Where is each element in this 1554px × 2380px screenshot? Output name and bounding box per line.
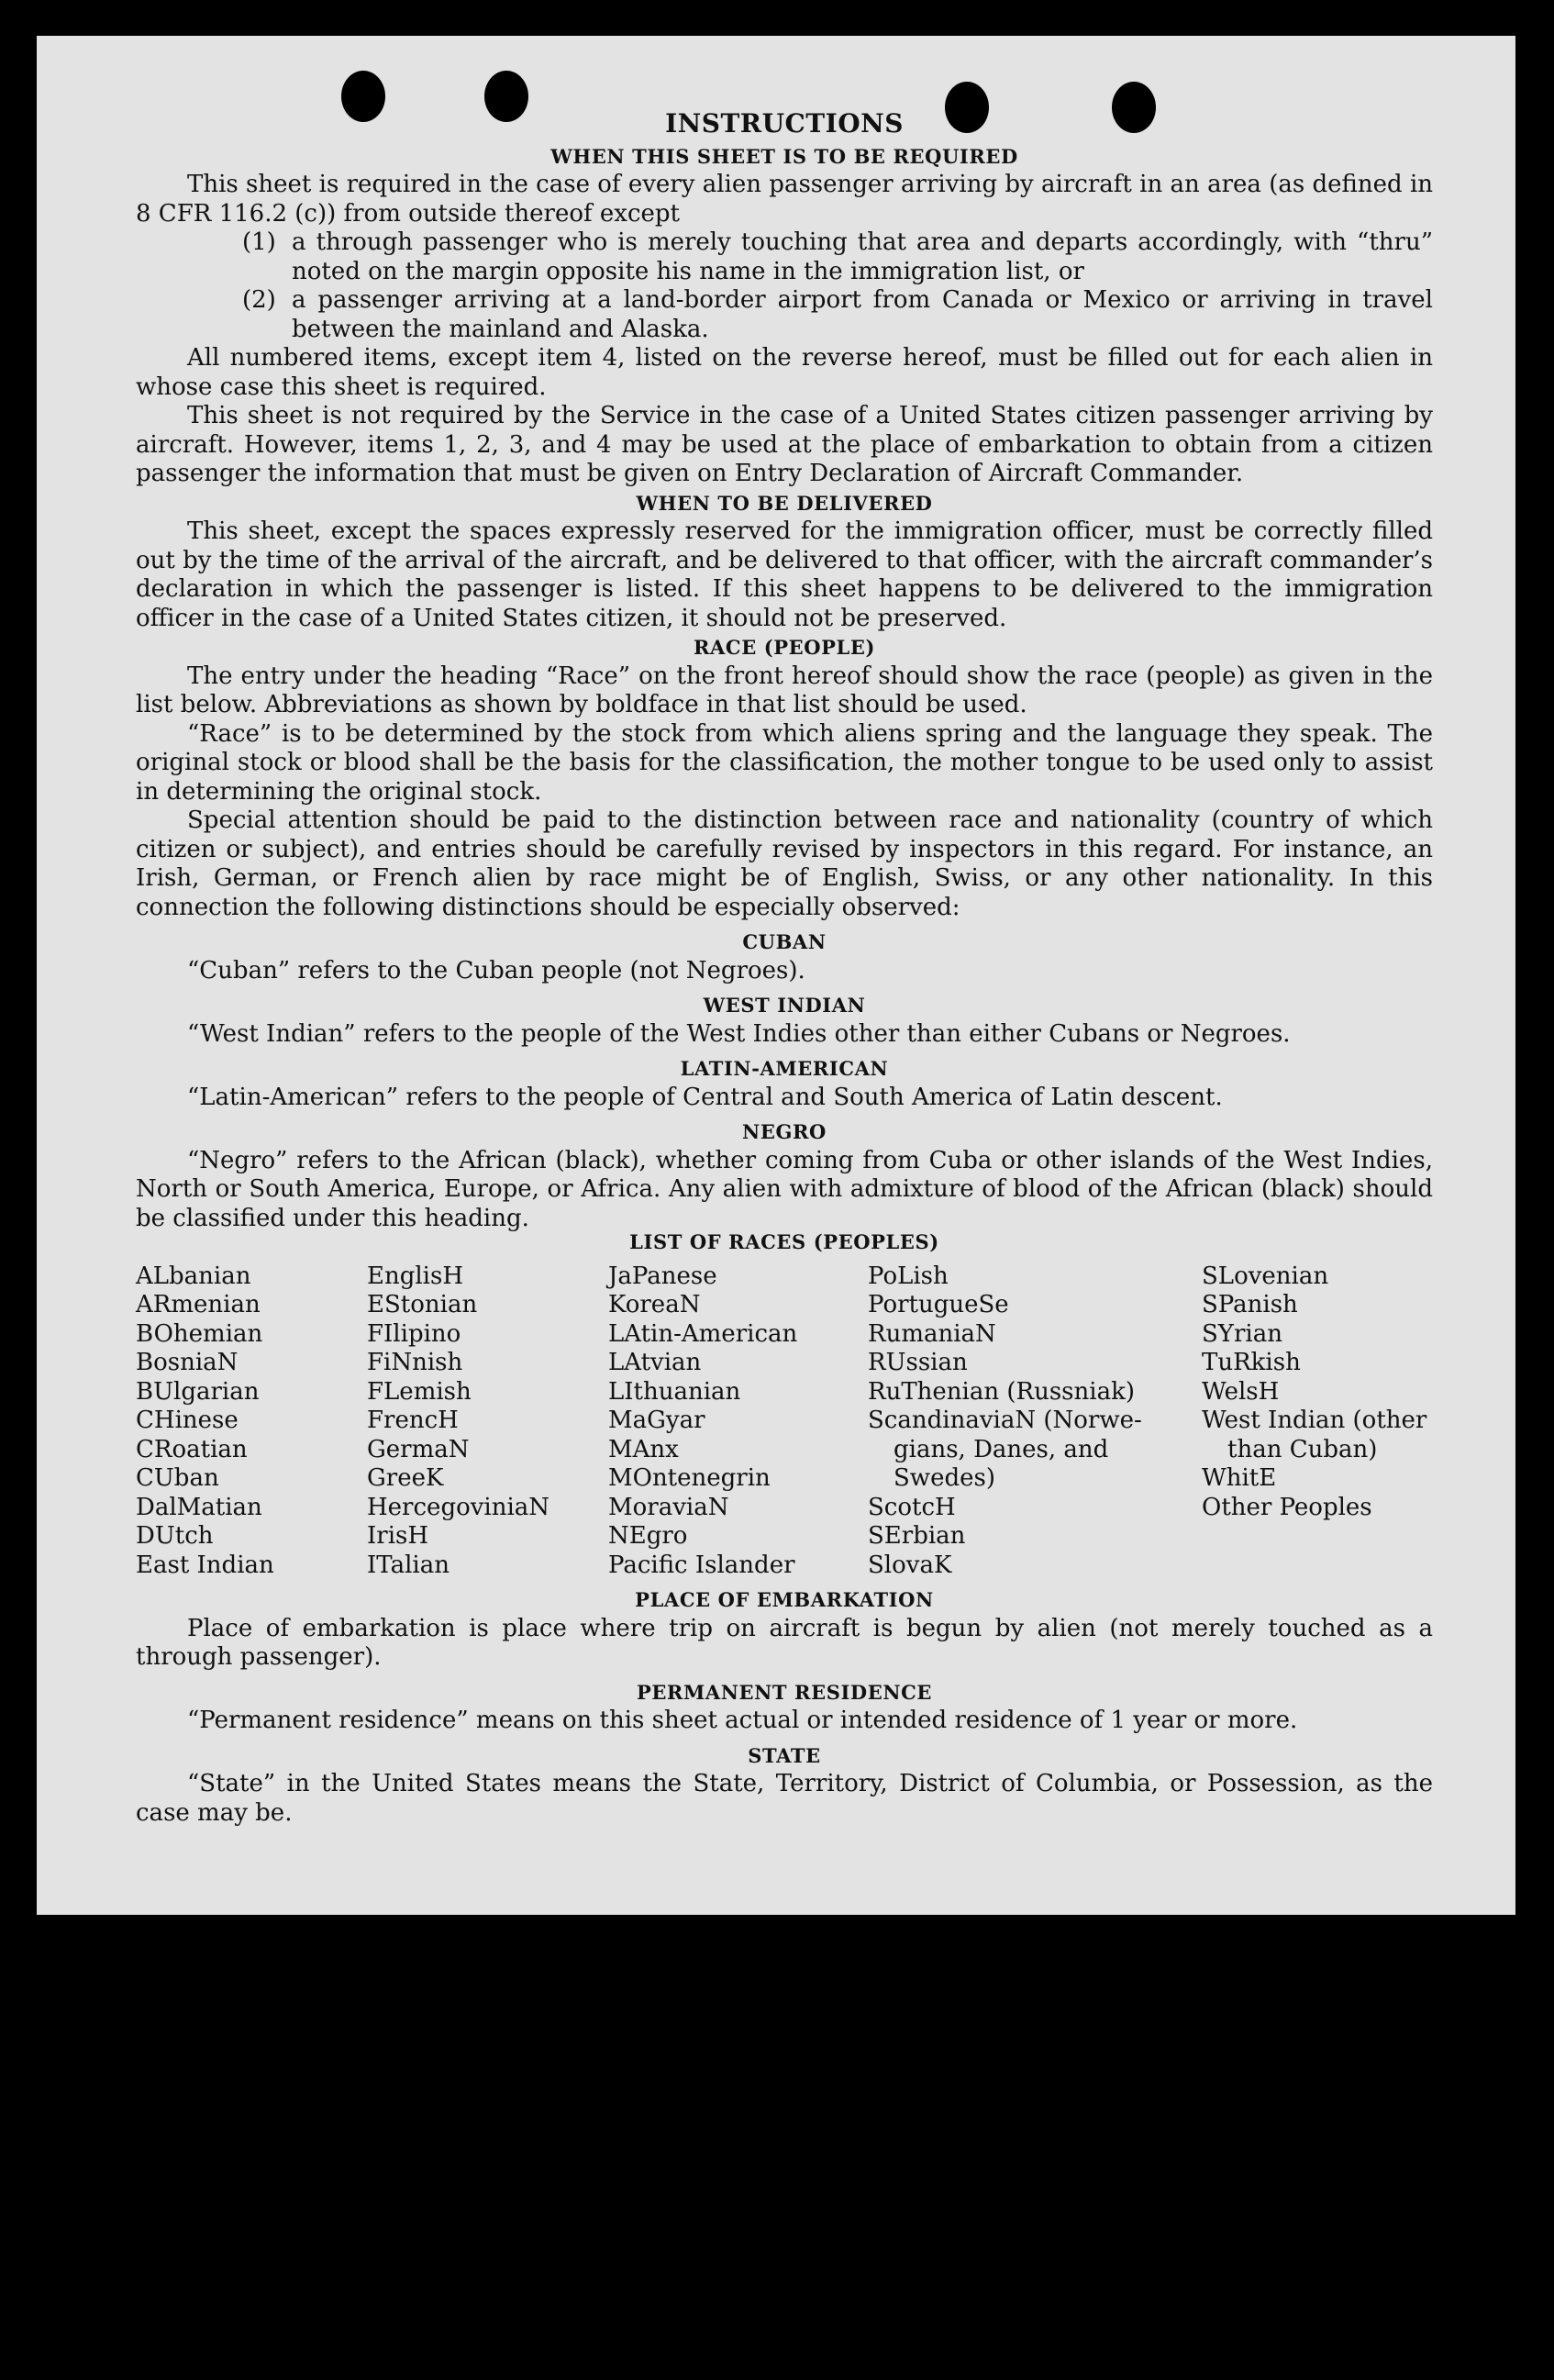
- heading-west-indian: WEST INDIAN: [703, 994, 866, 1017]
- race-entry: West Indian (other: [1202, 1407, 1427, 1434]
- race-entry: FIlipino: [367, 1319, 461, 1348]
- document-page: [37, 36, 1515, 1915]
- required-paragraph-3: This sheet is not required by the Service in the case of a United States citizen passenger arriving by aircraft. However, items 1, 2, 3, and 4 may be used at the place of embarkation to obtain from a citizen passenger the information that must be given on Entry Declaration of Aircraft Commander.: [136, 402, 1433, 487]
- heading-place-of-embarkation: PLACE OF EMBARKATION: [635, 1588, 934, 1611]
- race-entry: LAtin-American: [608, 1319, 798, 1348]
- race-entry: MaGyar: [608, 1407, 705, 1434]
- item-text: a passenger arriving at a land-border airport from Canada or Mexico or arriving in travel between the mainland and Alaska.: [292, 286, 1433, 343]
- race-list: [136, 1262, 1433, 1581]
- race-column: [136, 1262, 367, 1581]
- race-paragraph-2: “Race” is to be determined by the stock from which aliens spring and the language they speak. The original stock or blood shall be the basis for the classification, the mother tongue to be used only to assist in determining the original stock.: [136, 719, 1433, 806]
- race-entry: PortugueSe: [868, 1291, 1009, 1318]
- latin-american-paragraph: “Latin-American” refers to the people of Central and South America of Latin descent.: [187, 1083, 1223, 1111]
- race-entry: CRoatian: [136, 1435, 248, 1463]
- delivered-paragraph: This sheet, except the spaces expressly reserved for the immigration officer, must be correctly filled out by the time of the arrival of the aircraft, and be delivered to that officer, with the aircraft commander’s declaration in which the passenger is listed. If this sheet happens to be delivered to the immigration officer in the case of a United States citizen, it should not be preserved.: [136, 517, 1433, 632]
- race-entry: MoraviaN: [608, 1493, 729, 1521]
- embarkation-paragraph: Place of embarkation is place where trip on aircraft is begun by alien (not merely touched as a through passenger).: [136, 1614, 1433, 1671]
- race-entry: LAtvian: [608, 1349, 702, 1376]
- race-entry: RUssian: [868, 1349, 968, 1376]
- race-entry: SPanish: [1202, 1291, 1298, 1318]
- heading-negro: NEGRO: [742, 1120, 827, 1143]
- race-column: [367, 1262, 608, 1581]
- race-entry: DalMatian: [136, 1493, 262, 1521]
- race-entry: MOntenegrin: [608, 1464, 771, 1492]
- race-entry: FiNnish: [367, 1349, 463, 1376]
- race-entry: PoLish: [868, 1262, 949, 1290]
- race-entry: BUlgarian: [136, 1377, 260, 1406]
- race-entry: DUtch: [136, 1522, 214, 1550]
- race-entry: LIthuanian: [608, 1377, 741, 1406]
- heading-race: RACE (PEOPLE): [693, 636, 876, 659]
- race-entry: JaPanese: [608, 1262, 717, 1290]
- heading-when-required: WHEN THIS SHEET IS TO BE REQUIRED: [550, 144, 1018, 168]
- race-entry: than Cuban): [1227, 1435, 1378, 1463]
- race-entry: EStonian: [367, 1291, 478, 1318]
- race-entry: ARmenian: [136, 1291, 261, 1318]
- heading-cuban: CUBAN: [742, 930, 827, 953]
- race-entry: Other Peoples: [1202, 1493, 1372, 1521]
- item-number: (1): [242, 228, 276, 256]
- race-entry: GermaN: [367, 1435, 470, 1463]
- item-number: (2): [242, 286, 276, 314]
- race-entry: WelsH: [1202, 1377, 1280, 1406]
- race-entry: GreeK: [367, 1464, 444, 1492]
- race-entry: BosniaN: [136, 1349, 239, 1376]
- race-entry: East Indian: [136, 1551, 274, 1579]
- heading-when-delivered: WHEN TO BE DELIVERED: [636, 491, 933, 515]
- race-entry: ALbanian: [136, 1262, 251, 1290]
- required-intro: This sheet is required in the case of every alien passenger arriving by aircraft in an area (as defined in 8 CFR 116.2 (c)) from outside thereof except: [136, 171, 1433, 228]
- race-column: [608, 1262, 868, 1581]
- heading-list-of-races: LIST OF RACES (PEOPLES): [629, 1230, 939, 1253]
- page-title: INSTRUCTIONS: [665, 108, 904, 139]
- cuban-paragraph: “Cuban” refers to the Cuban people (not Negroes).: [187, 956, 805, 984]
- required-paragraph-2: All numbered items, except item 4, listed on the reverse hereof, must be filled out for each alien in whose case this sheet is required.: [136, 344, 1433, 401]
- race-entry: SYrian: [1202, 1319, 1282, 1348]
- race-entry: BOhemian: [136, 1319, 263, 1348]
- instructions-content: [136, 109, 1433, 1828]
- race-entry: WhitE: [1202, 1464, 1277, 1492]
- race-paragraph-1: The entry under the heading “Race” on the front hereof should show the race (people) as given in the list below. Abbreviations as shown by boldface in that list should be used.: [136, 662, 1433, 718]
- race-entry: gians, Danes, and: [894, 1435, 1109, 1463]
- race-entry: TuRkish: [1202, 1349, 1301, 1376]
- race-entry: SlovaK: [868, 1551, 952, 1579]
- race-paragraph-3: Special attention should be paid to the distinction between race and nationality (country of which citizen or subject), and entries should be carefully revised by inspectors in this regard. For instance, an Irish, German, or French alien by race might be of English, Swiss, or any other nationality. In this connection the following distinctions should be especially observed:: [136, 806, 1433, 921]
- race-entry: Pacific Islander: [608, 1551, 795, 1579]
- race-entry: RumaniaN: [868, 1319, 996, 1348]
- race-entry: NEgro: [608, 1522, 688, 1550]
- race-entry: FrencH: [367, 1407, 459, 1434]
- state-paragraph: “State” in the United States means the State, Territory, District of Columbia, or Possession, as the case may be.: [136, 1770, 1433, 1827]
- race-entry: CHinese: [136, 1407, 239, 1434]
- race-entry: HercegoviniaN: [367, 1493, 550, 1521]
- race-entry: SLovenian: [1202, 1262, 1329, 1290]
- exception-item: [136, 228, 1433, 286]
- race-column: [1202, 1262, 1433, 1581]
- race-entry: KoreaN: [608, 1291, 701, 1318]
- race-entry: RuThenian (Russniak): [868, 1377, 1135, 1406]
- heading-state: STATE: [748, 1743, 821, 1767]
- race-entry: FLemish: [367, 1377, 472, 1406]
- residence-paragraph: “Permanent residence” means on this sheet actual or intended residence of 1 year or more.: [187, 1707, 1298, 1734]
- race-entry: ITalian: [367, 1551, 450, 1579]
- race-entry: MAnx: [608, 1435, 679, 1463]
- exception-item: [136, 286, 1433, 344]
- negro-paragraph: “Negro” refers to the African (black), whether coming from Cuba or other islands of the West Indies, North or South America, Europe, or Africa. Any alien with admixture of blood of the African (black) should be classified under this heading.: [136, 1146, 1433, 1232]
- item-text: a through passenger who is merely touching that area and departs accordingly, with “thru” noted on the margin opposite his name in the immigration list, or: [292, 228, 1433, 285]
- heading-permanent-residence: PERMANENT RESIDENCE: [636, 1680, 933, 1704]
- race-entry: CUban: [136, 1464, 219, 1492]
- race-entry: Swedes): [894, 1464, 995, 1492]
- race-entry: EnglisH: [367, 1262, 464, 1290]
- race-entry: IrisH: [367, 1522, 429, 1550]
- race-entry: ScotcH: [868, 1493, 956, 1521]
- race-column: [868, 1262, 1202, 1581]
- heading-latin-american: LATIN-AMERICAN: [680, 1057, 889, 1080]
- race-entry: SErbian: [868, 1522, 966, 1550]
- west-indian-paragraph: “West Indian” refers to the people of the West Indies other than either Cubans or Negroes.: [187, 1019, 1291, 1048]
- race-entry: ScandinaviaN (Norwe-: [868, 1407, 1142, 1434]
